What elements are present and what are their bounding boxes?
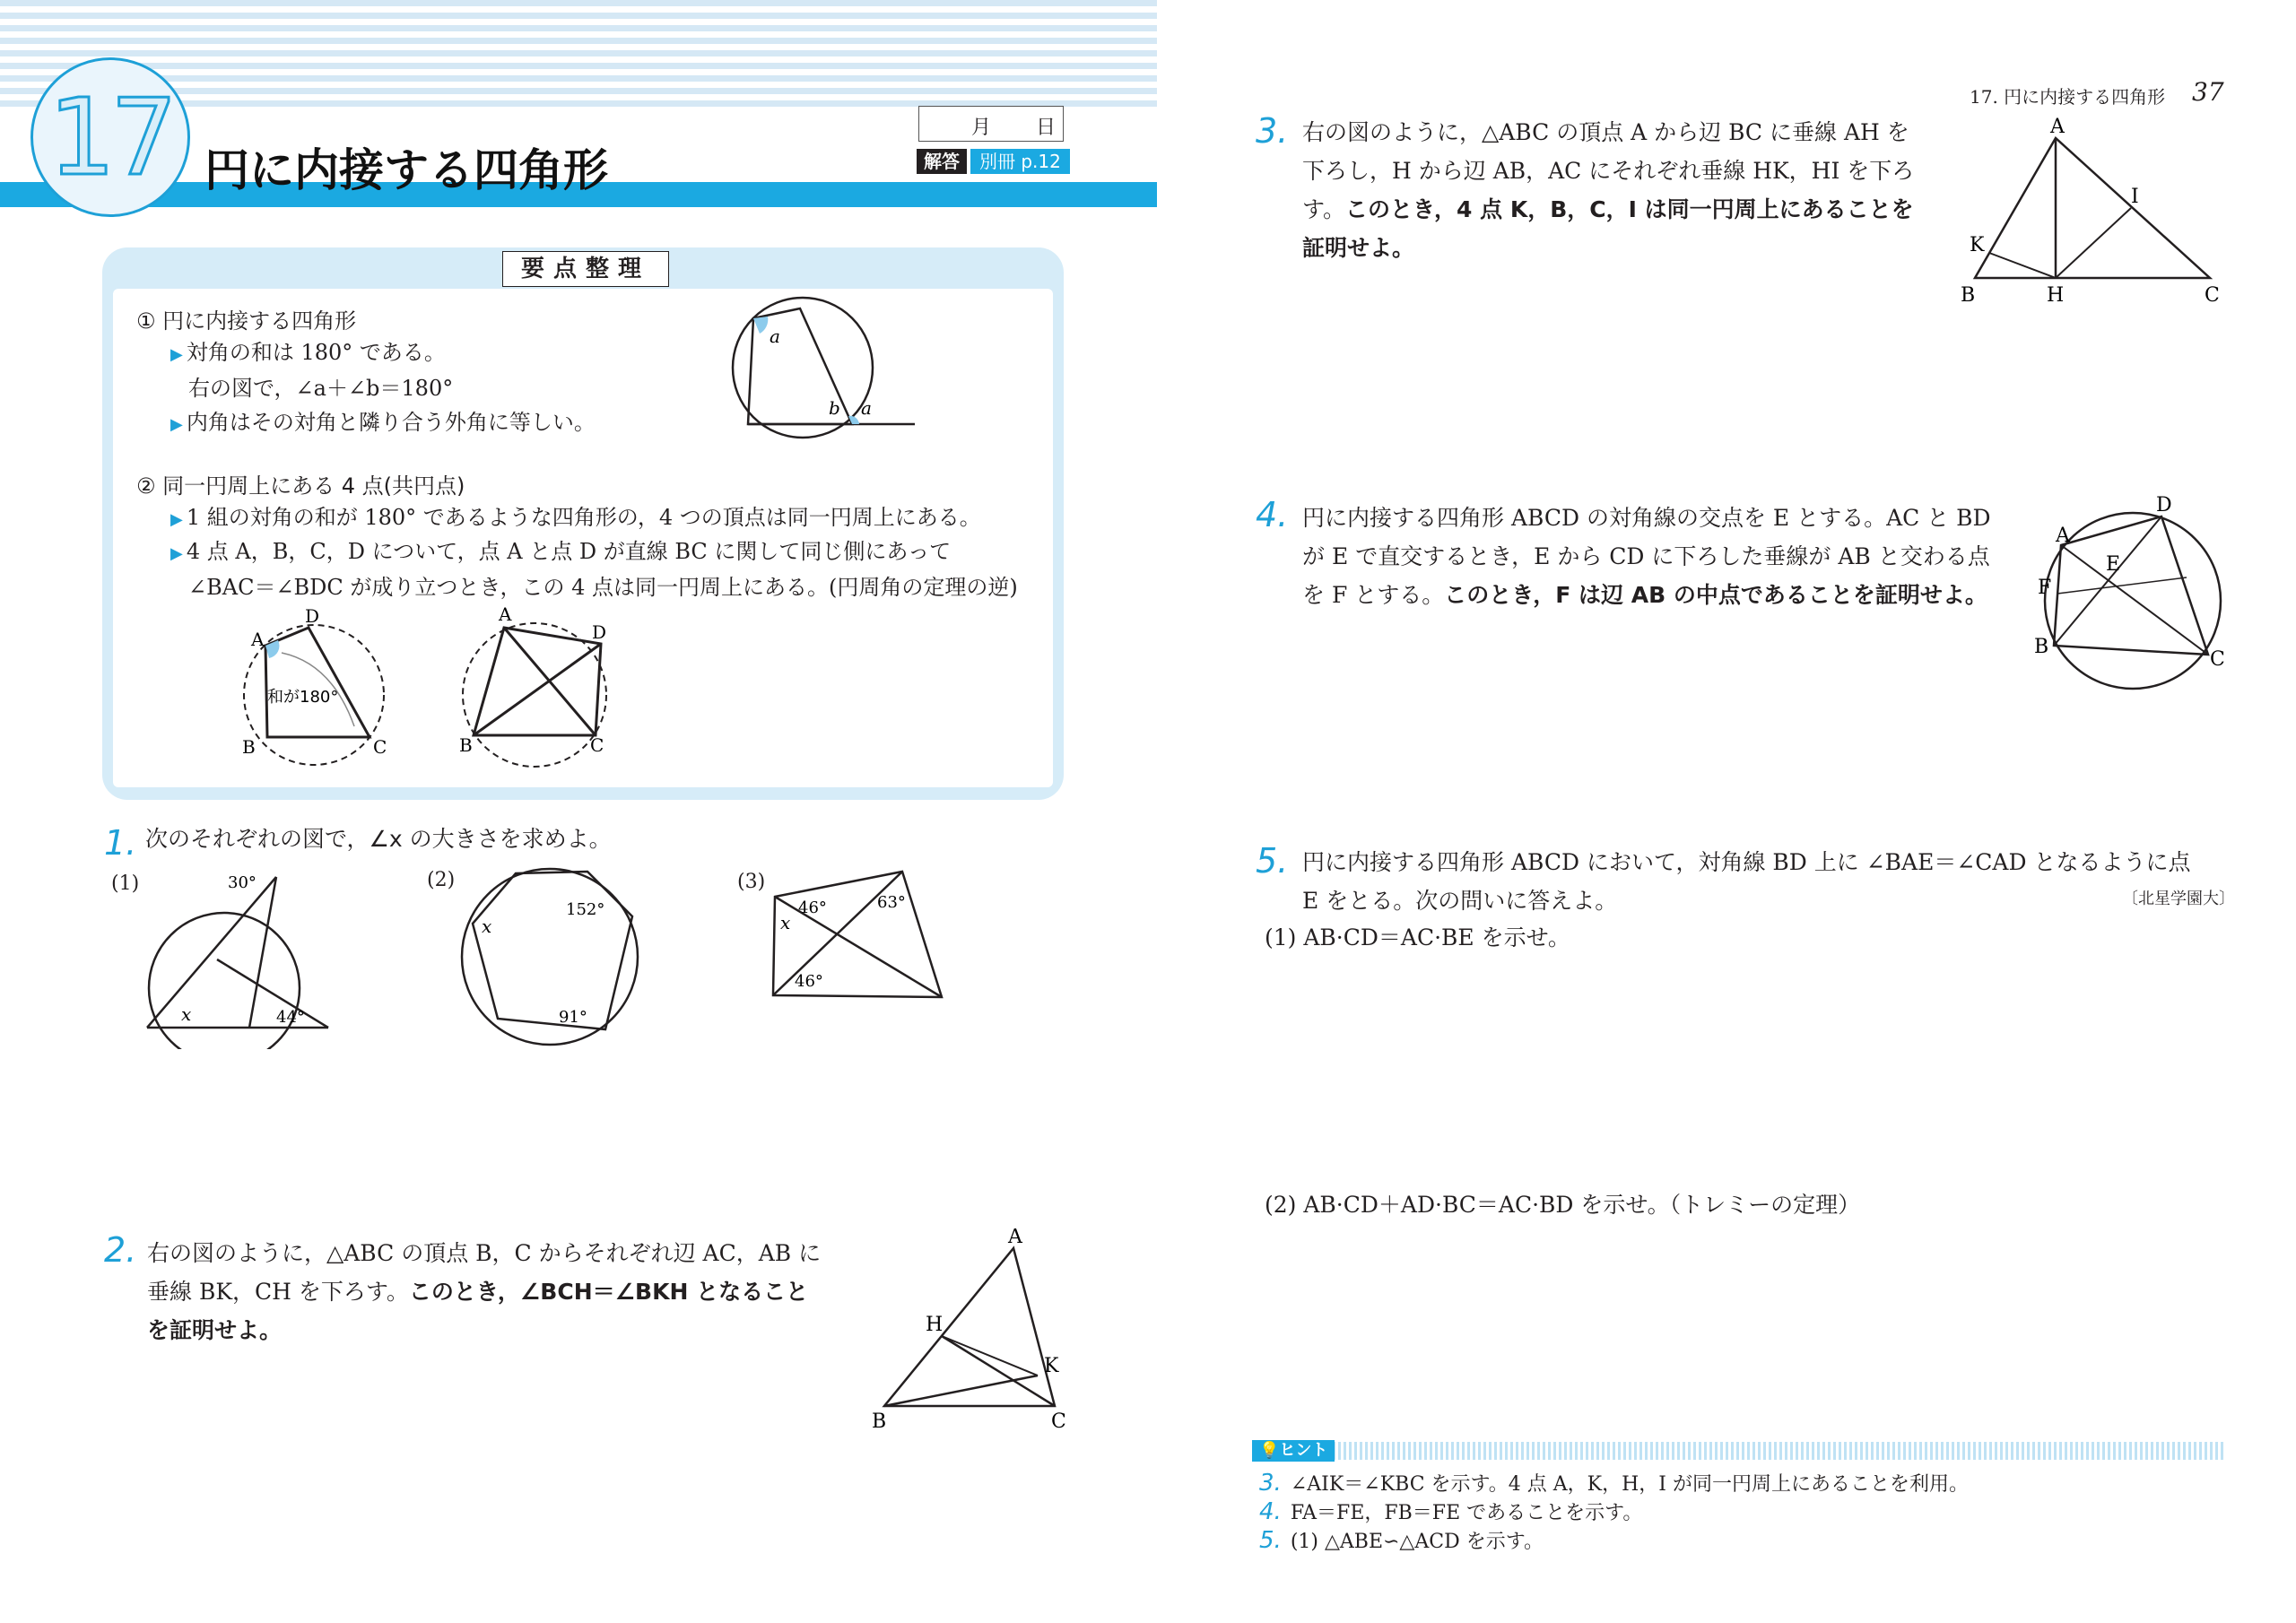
chapter-badge: 17 (30, 57, 190, 217)
q3-line3: す。このとき，4 点 K，B，C，I は同一円周上にあることを (1302, 196, 1914, 222)
diagonal-2 (773, 872, 902, 995)
hint-4: 4. FA＝FE，FB＝FE であることを示す。 (1259, 1498, 1643, 1525)
label-K: K (1970, 234, 1985, 256)
angle-b-label: b (829, 397, 840, 419)
angle-44: 44° (276, 1008, 305, 1027)
angle-A-mark (265, 640, 279, 658)
perp-HK (1989, 253, 2056, 278)
page-title: 円に内接する四角形 (204, 144, 608, 196)
q5-source: 〔北星学園大〕 (2122, 890, 2235, 908)
hint-label: 💡ヒント (1252, 1440, 1335, 1462)
label-C: C (1051, 1410, 1066, 1433)
section2-bullet2-cont: ∠BAC＝∠BDC が成り立つとき，この 4 点は同一円周上にある。(円周角の定理の逆) (188, 575, 1018, 600)
side-left (147, 877, 276, 1028)
triangle-bullet-icon: ▶ (170, 510, 183, 529)
label-C: C (373, 736, 387, 758)
triangle-bullet-icon: ▶ (170, 544, 183, 563)
angle-91: 91° (559, 1008, 587, 1027)
perp-HI (2056, 208, 2131, 278)
label-B: B (1961, 284, 1976, 307)
q3-figure (1955, 115, 2224, 312)
q5-sub2: (2) AB·CD＋AD·BC＝AC·BD を示せ。（トレミーの定理） (1265, 1192, 1861, 1218)
segment-HK (942, 1336, 1038, 1376)
quadrilateral-ABCD (2054, 516, 2208, 655)
q3-line4: 証明せよ。 (1302, 235, 1415, 261)
q5-sub1: (1) AB·CD＝AC·BE を示せ。 (1265, 924, 1570, 950)
answer-label: 解答 (917, 149, 967, 174)
day-label: 日 (1036, 117, 1057, 139)
side-steep (249, 877, 276, 1028)
answer-ref[interactable]: 別冊 p.12 (970, 149, 1070, 174)
diagonal-BD (2054, 516, 2161, 646)
label-B: B (2034, 636, 2049, 658)
label-C: C (2210, 648, 2225, 671)
month-label: 月 (971, 117, 992, 139)
angle-46-top: 46° (798, 898, 827, 917)
q3-line2: 下ろし，H から辺 AB，AC にそれぞれ垂線 HK，HI を下ろ (1302, 158, 1915, 184)
angle-152: 152° (566, 900, 605, 919)
q4-line2: が E で直交するとき，E から CD に下ろした垂線が AB と交わる点 (1302, 543, 1990, 569)
label-A: A (2050, 116, 2065, 138)
q2-line3: を証明せよ。 (147, 1317, 283, 1343)
hint-3: 3. ∠AIK＝∠KBC を示す。4 点 A，K，H，I が同一円周上にあることを利用。 (1259, 1470, 1969, 1497)
q2-line1: 右の図のように，△ABC の頂点 B，C からそれぞれ辺 AC，AB に (147, 1240, 822, 1266)
q1-figure-2 (453, 861, 659, 1049)
label-E: E (2106, 553, 2121, 576)
hint-bar (1252, 1442, 2224, 1460)
label-B: B (459, 734, 473, 756)
label-C: C (2205, 284, 2220, 307)
label-D: D (305, 605, 320, 627)
perp-CH (942, 1336, 1055, 1406)
summary-figure-sum180 (233, 601, 395, 771)
q3-line1: 右の図のように，△ABC の頂点 A から辺 BC に垂線 AH を (1302, 119, 1909, 145)
running-head: 17. 円に内接する四角形 (1970, 86, 2166, 108)
hint-5: 5. (1) △ABE∽△ACD を示す。 (1259, 1527, 1544, 1554)
summary-figure-equal-angles (448, 601, 619, 771)
q1-text: 次のそれぞれの図で，∠x の大きさを求めよ。 (145, 826, 612, 852)
label-A: A (251, 629, 265, 650)
date-box[interactable] (918, 106, 1064, 142)
q1-part1-label: (1) (111, 872, 140, 895)
q1-figure-3 (762, 861, 951, 1013)
angle-x: x (482, 916, 492, 937)
q1-number: 1. (104, 823, 137, 863)
quadrilateral (265, 628, 370, 737)
diagonal-BD (474, 644, 601, 735)
label-H: H (2047, 284, 2065, 307)
label-D: D (592, 621, 607, 643)
section2-bullet2: ▶ 4 点 A，B，C，D について，点 A と点 D が直線 BC に関して同じ側にあって (170, 539, 952, 564)
label-D: D (2156, 495, 2172, 516)
q1-part3-label: (3) (737, 871, 766, 893)
section1-bullet1: ▶ 対角の和は 180° である。 (170, 340, 446, 365)
q1-figure-1 (135, 870, 341, 1049)
section1-bullet1-note: 右の図で，∠a＋∠b＝180° (188, 376, 454, 401)
label-B: B (242, 736, 256, 758)
q5-number: 5. (1256, 841, 1289, 881)
q3-text (1302, 113, 1914, 267)
angle-a-exterior-label: a (861, 397, 872, 419)
q5-line2: E をとる。次の問いに答えよ。 (1302, 888, 1618, 914)
angle-30: 30° (228, 873, 257, 892)
angle-x: x (181, 1003, 192, 1025)
q2-number: 2. (104, 1230, 137, 1270)
triangle-ABC (1975, 138, 2210, 278)
label-A: A (2056, 525, 2070, 547)
q5-line1: 円に内接する四角形 ABCD において，対角線 BD 上に ∠BAE＝∠CAD となるように点 (1302, 849, 2191, 875)
angle-63: 63° (877, 893, 906, 912)
lightbulb-icon: 💡 (1259, 1441, 1280, 1460)
label-F: F (2038, 577, 2052, 599)
summary-figure-inscribed (718, 296, 933, 439)
angle-x: x (780, 912, 791, 933)
q4-figure (2029, 495, 2226, 701)
triangle-bullet-icon: ▶ (170, 345, 183, 364)
diagonal-AC (2061, 545, 2208, 655)
label-K: K (1044, 1355, 1059, 1377)
section1-bullet2: ▶ 内角はその対角と隣り合う外角に等しい。 (170, 410, 596, 435)
label-B: B (872, 1410, 887, 1433)
sum-180-label: 和が180° (267, 688, 339, 707)
page-number: 37 (2192, 77, 2224, 107)
summary-heading: 要点整理 (502, 251, 669, 287)
label-I: I (2131, 186, 2139, 208)
triangle-ABC (884, 1248, 1055, 1406)
circle (2045, 513, 2221, 689)
q5-text (1302, 843, 2190, 920)
label-C: C (590, 734, 604, 756)
triangle-bullet-icon: ▶ (170, 415, 183, 434)
q1-part2-label: (2) (427, 869, 456, 891)
q2-text (147, 1234, 821, 1350)
q4-line3: を F とする。このとき，F は辺 AB の中点であることを証明せよ。 (1302, 582, 1987, 608)
q4-line1: 円に内接する四角形 ABCD の対角線の交点を E とする。AC と BD (1302, 505, 1991, 531)
q2-figure (861, 1228, 1076, 1435)
section2-bullet1: ▶ 1 組の対角の和が 180° であるような四角形の，4 つの頂点は同一円周上にある。 (170, 505, 981, 530)
hexagon (473, 872, 632, 1029)
section1-title: ① 円に内接する四角形 (136, 308, 357, 334)
q4-number: 4. (1256, 495, 1289, 534)
label-H: H (926, 1314, 944, 1336)
angle-a-mark (753, 317, 768, 334)
angle-a-label: a (770, 325, 780, 347)
side-right (217, 959, 328, 1028)
label-A: A (1008, 1228, 1022, 1248)
q3-number: 3. (1256, 111, 1289, 151)
label-A: A (499, 603, 512, 625)
angle-46-bottom: 46° (795, 972, 823, 991)
q4-text (1302, 499, 1991, 614)
section2-title: ② 同一円周上にある 4 点(共円点) (136, 473, 465, 499)
q2-line2: 垂線 BK，CH を下ろす。このとき，∠BCH＝∠BKH となること (147, 1279, 809, 1305)
